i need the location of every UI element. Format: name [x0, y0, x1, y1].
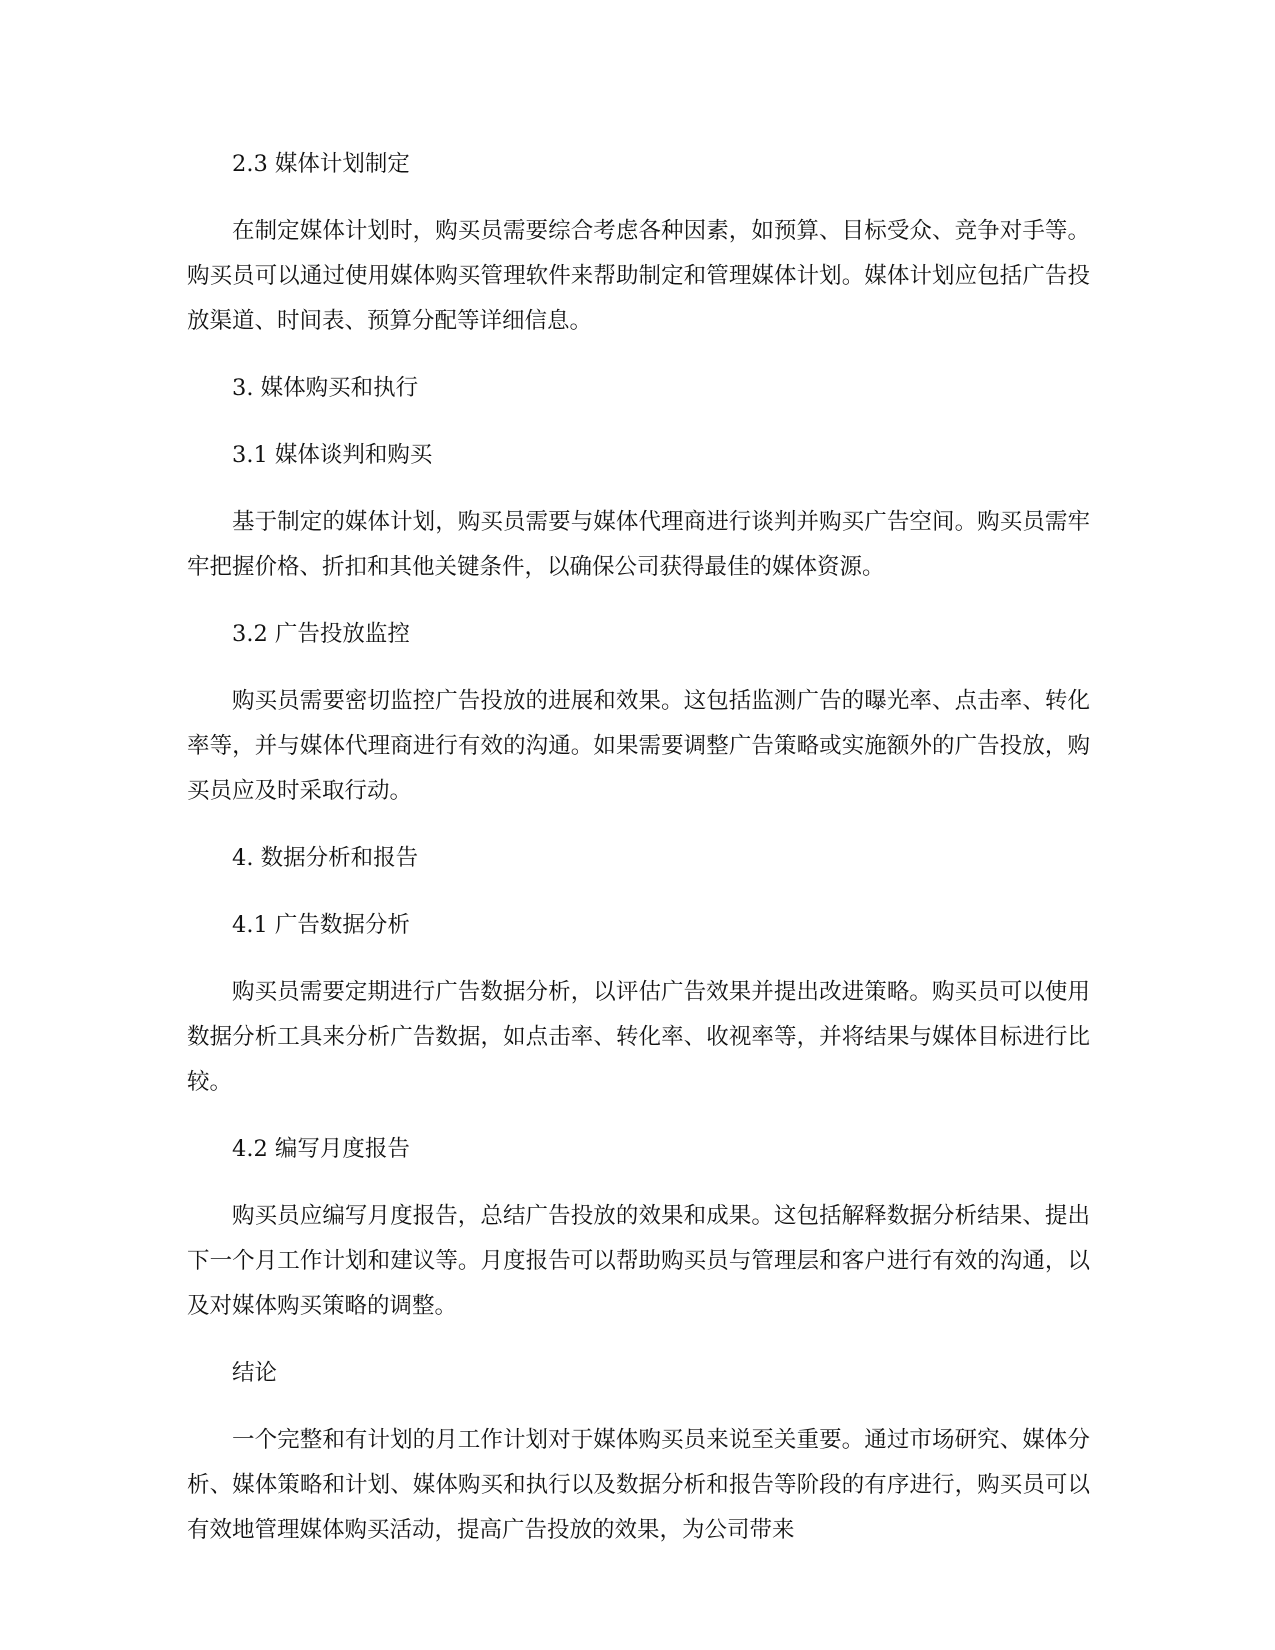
section-heading-4: 4. 数据分析和报告	[232, 845, 419, 871]
section-heading-3: 3. 媒体购买和执行	[232, 375, 419, 401]
paragraph-data-analysis: 购买员需要定期进行广告数据分析，以评估广告效果并提出改进策略。购买员可以使用数据分析工具来分析广告数据，如点击率、转化率、收视率等，并将结果与媒体目标进行比较。	[187, 979, 1090, 1095]
paragraph-negotiation: 基于制定的媒体计划，购买员需要与媒体代理商进行谈判并购买广告空间。购买员需牢牢把握价格、折扣和其他关键条件，以确保公司获得最佳的媒体资源。	[187, 509, 1090, 580]
paragraph-monitoring: 购买员需要密切监控广告投放的进展和效果。这包括监测广告的曝光率、点击率、转化率等，并与媒体代理商进行有效的沟通。如果需要调整广告策略或实施额外的广告投放，购买员应及时采取行动。	[187, 688, 1090, 804]
section-heading-conclusion: 结论	[232, 1360, 278, 1386]
section-heading-4-2: 4.2 编写月度报告	[232, 1136, 410, 1162]
section-heading-3-1: 3.1 媒体谈判和购买	[232, 442, 433, 468]
paragraph-conclusion: 一个完整和有计划的月工作计划对于媒体购买员来说至关重要。通过市场研究、媒体分析、媒体策略和计划、媒体购买和执行以及数据分析和报告等阶段的有序进行，购买员可以有效地管理媒体购买活动，提高广告投放的效果，为公司带来	[187, 1427, 1090, 1543]
section-heading-2-3: 2.3 媒体计划制定	[232, 151, 410, 177]
section-heading-4-1: 4.1 广告数据分析	[232, 912, 410, 938]
document-body	[187, 142, 1090, 1553]
paragraph-monthly-report: 购买员应编写月度报告，总结广告投放的效果和成果。这包括解释数据分析结果、提出下一个月工作计划和建议等。月度报告可以帮助购买员与管理层和客户进行有效的沟通，以及对媒体购买策略的调整。	[187, 1203, 1090, 1319]
paragraph-media-plan: 在制定媒体计划时，购买员需要综合考虑各种因素，如预算、目标受众、竞争对手等。购买员可以通过使用媒体购买管理软件来帮助制定和管理媒体计划。媒体计划应包括广告投放渠道、时间表、预算分配等详细信息。	[187, 218, 1090, 334]
section-heading-3-2: 3.2 广告投放监控	[232, 621, 410, 647]
